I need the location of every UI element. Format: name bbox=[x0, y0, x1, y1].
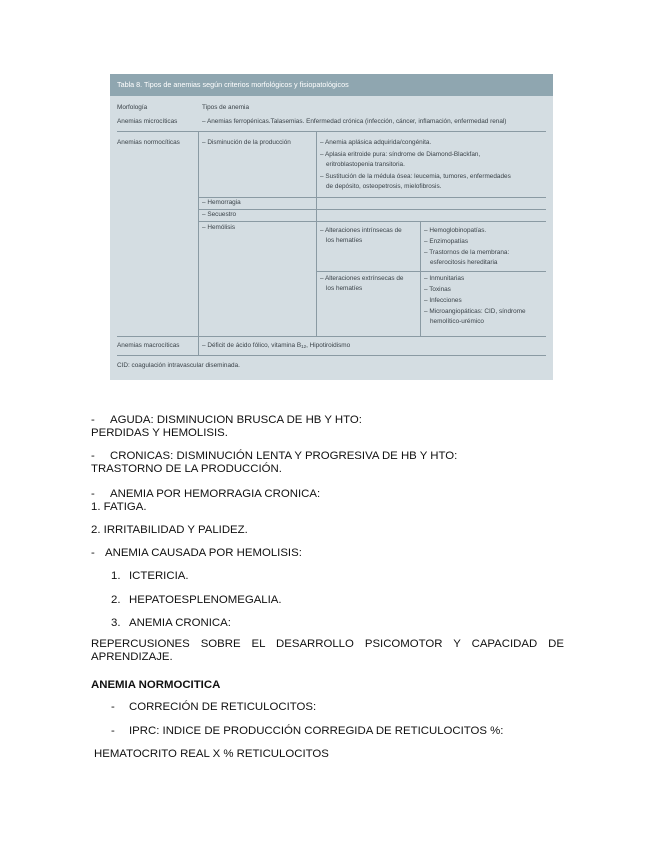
row-normociticas-label: Anemias normocíticas bbox=[117, 139, 180, 146]
divider bbox=[198, 131, 199, 336]
divider bbox=[117, 336, 546, 337]
divider bbox=[117, 355, 546, 356]
list-item: HEPATOESPLENOMEGALIA. bbox=[129, 594, 282, 606]
extrinsecas-item: – Microangiopáticas: CID, síndrome bbox=[424, 308, 526, 315]
extrinsecas-item: hemolítico-urémico bbox=[430, 318, 484, 325]
aguda-line: PERDIDAS Y HEMOLISIS. bbox=[91, 427, 228, 439]
produccion-item: de depósito, osteopetrosis, mielofibrosis. bbox=[326, 183, 442, 190]
intrinsecas-label: – Alteraciones intrínsecas de bbox=[320, 227, 402, 234]
list-number: 1. bbox=[111, 570, 121, 582]
intrinsecas-item: – Enzimopatías bbox=[424, 238, 469, 245]
produccion-item: eritroblastopenia transitoria. bbox=[326, 161, 405, 168]
produccion-item: – Sustitución de la médula ósea: leucemia, tumores, enfermedades bbox=[320, 173, 511, 180]
header-tipos: Tipos de anemia bbox=[202, 104, 250, 111]
row-macrociticas-label: Anemias macrocíticas bbox=[117, 342, 180, 349]
irritabilidad-item: 2. IRRITABILIDAD Y PALIDEZ. bbox=[91, 524, 248, 536]
list-item: ANEMIA CRONICA: bbox=[129, 617, 231, 629]
hemolisis-label: – Hemólisis bbox=[202, 224, 236, 231]
repercusiones-line: APRENDIZAJE. bbox=[91, 651, 173, 663]
intrinsecas-item: – Trastornos de la membrana: bbox=[424, 249, 510, 256]
divider bbox=[198, 221, 546, 222]
repercusiones-paragraph bbox=[91, 638, 564, 664]
extrinsecas-label: los hematíes bbox=[326, 285, 363, 292]
divider bbox=[316, 131, 317, 336]
repercusiones-line: REPERCUSIONES SOBRE EL DESARROLLO PSICOMOTOR Y CAPACIDAD DE bbox=[91, 638, 564, 650]
bullet-dash: - bbox=[91, 547, 95, 559]
bullet-dash: - bbox=[111, 725, 115, 737]
cronicas-line: CRONICAS: DISMINUCIÓN LENTA Y PROGRESIVA DE HB Y HTO: bbox=[110, 450, 458, 462]
extrinsecas-item: – Toxinas bbox=[424, 286, 451, 293]
anemia-classification-table bbox=[110, 74, 553, 380]
row-microciticas-label: Anemias microcíticas bbox=[117, 118, 178, 125]
hemorragia-item: 1. FATIGA. bbox=[91, 501, 147, 513]
header-morfologia: Morfología bbox=[117, 104, 148, 111]
divider bbox=[198, 197, 546, 198]
divider bbox=[198, 336, 199, 355]
table-footnote: CID: coagulación intravascular diseminada. bbox=[117, 362, 240, 369]
divider bbox=[316, 271, 546, 272]
row-microciticas-types: – Anemias ferropénicas.Talasemias. Enfermedad crónica (infección, cáncer, inflamación, enfermedad renal) bbox=[202, 118, 507, 125]
produccion-item: – Anemia aplásica adquirida/congénita. bbox=[320, 139, 432, 146]
hematocrito-formula: HEMATOCRITO REAL X % RETICULOCITOS bbox=[94, 748, 329, 760]
extrinsecas-item: – Inmunitarias bbox=[424, 275, 465, 282]
divider bbox=[117, 131, 546, 132]
list-number: 2. bbox=[111, 594, 121, 606]
table-title: Tabla 8. Tipos de anemias según criterios morfológicos y fisiopatológicos bbox=[110, 74, 553, 96]
produccion-item: – Aplasia eritroide pura: síndrome de Diamond-Blackfan, bbox=[320, 151, 481, 158]
correccion-item: CORRECIÓN DE RETICULOCITOS: bbox=[129, 701, 317, 713]
row-macrociticas-types: – Déficit de ácido fólico, vitamina $B_{12}$, Hipotiroidismo bbox=[202, 342, 351, 349]
list-number: 3. bbox=[111, 617, 121, 629]
extrinsecas-item: – Infecciones bbox=[424, 297, 462, 304]
intrinsecas-label: los hematíes bbox=[326, 237, 363, 244]
bullet-dash: - bbox=[91, 488, 95, 500]
aguda-line: AGUDA: DISMINUCION BRUSCA DE HB Y HTO: bbox=[110, 414, 362, 426]
normocitica-heading: ANEMIA NORMOCITICA bbox=[91, 679, 221, 691]
intrinsecas-item: – Hemoglobinopatías. bbox=[424, 227, 487, 234]
iprc-item: IPRC: INDICE DE PRODUCCIÓN CORREGIDA DE RETICULOCITOS %: bbox=[129, 725, 504, 737]
secuestro-label: – Secuestro bbox=[202, 211, 237, 218]
produccion-label: – Disminución de la producción bbox=[202, 139, 291, 146]
hemorragia-label: – Hemorragia bbox=[202, 199, 241, 206]
divider bbox=[198, 209, 546, 210]
bullet-dash: - bbox=[111, 701, 115, 713]
bullet-dash: - bbox=[91, 414, 95, 426]
list-item: ICTERICIA. bbox=[129, 570, 189, 582]
cronicas-line: TRASTORNO DE LA PRODUCCIÓN. bbox=[91, 463, 282, 475]
bullet-dash: - bbox=[91, 450, 95, 462]
intrinsecas-item: esferocitosis hereditaria bbox=[430, 259, 498, 266]
extrinsecas-label: – Alteraciones extrínsecas de bbox=[320, 275, 404, 282]
divider bbox=[420, 221, 421, 336]
hemorragia-heading: ANEMIA POR HEMORRAGIA CRONICA: bbox=[110, 488, 321, 500]
hemolisis-heading: ANEMIA CAUSADA POR HEMOLISIS: bbox=[105, 547, 302, 559]
